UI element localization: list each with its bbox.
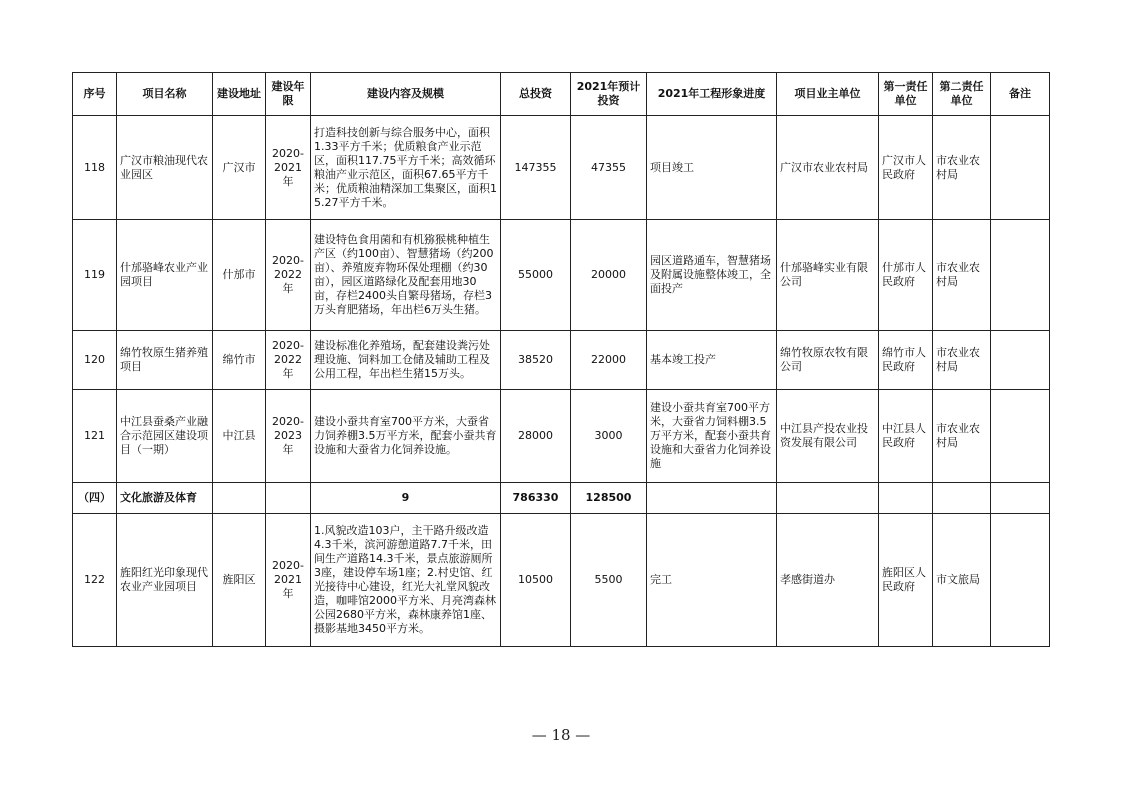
cell-location: 中江县 xyxy=(213,390,266,483)
cell-resp1: 广汉市人民政府 xyxy=(879,116,933,220)
cell-plan2021: 47355 xyxy=(571,116,647,220)
header-resp2: 第二责任单位 xyxy=(933,73,991,116)
section-empty-cell xyxy=(213,483,266,514)
cell-progress: 项目竣工 xyxy=(647,116,777,220)
cell-owner: 孝感街道办 xyxy=(777,514,879,647)
cell-location: 旌阳区 xyxy=(213,514,266,647)
cell-resp2: 市农业农村局 xyxy=(933,331,991,390)
table-row xyxy=(73,220,1050,331)
project-table xyxy=(72,72,1050,647)
table-row xyxy=(73,331,1050,390)
section-empty-cell xyxy=(991,483,1050,514)
cell-name: 什邡骆峰农业产业园项目 xyxy=(117,220,213,331)
cell-seq: 119 xyxy=(73,220,117,331)
cell-location: 什邡市 xyxy=(213,220,266,331)
cell-note xyxy=(991,116,1050,220)
cell-seq: 120 xyxy=(73,331,117,390)
section-empty-cell xyxy=(777,483,879,514)
cell-resp1: 什邡市人民政府 xyxy=(879,220,933,331)
cell-plan2021: 20000 xyxy=(571,220,647,331)
header-progress: 2021年工程形象进度 xyxy=(647,73,777,116)
cell-plan2021: 5500 xyxy=(571,514,647,647)
cell-note xyxy=(991,331,1050,390)
cell-seq: 121 xyxy=(73,390,117,483)
header-seq: 序号 xyxy=(73,73,117,116)
section-label: （四） xyxy=(73,483,117,514)
cell-seq: 122 xyxy=(73,514,117,647)
section-total: 786330 xyxy=(501,483,571,514)
header-row xyxy=(73,73,1050,116)
header-total: 总投资 xyxy=(501,73,571,116)
cell-progress: 完工 xyxy=(647,514,777,647)
cell-resp1: 中江县人民政府 xyxy=(879,390,933,483)
header-owner: 项目业主单位 xyxy=(777,73,879,116)
cell-name: 中江县蚕桑产业融合示范园区建设项目（一期） xyxy=(117,390,213,483)
cell-total: 55000 xyxy=(501,220,571,331)
table-row xyxy=(73,514,1050,647)
section-count: 9 xyxy=(311,483,501,514)
cell-resp2: 市农业农村局 xyxy=(933,116,991,220)
cell-note xyxy=(991,220,1050,331)
header-period: 建设年限 xyxy=(266,73,311,116)
header-note: 备注 xyxy=(991,73,1050,116)
cell-seq: 118 xyxy=(73,116,117,220)
cell-plan2021: 22000 xyxy=(571,331,647,390)
table-row xyxy=(73,116,1050,220)
page-number: — 18 — xyxy=(531,726,591,744)
header-content: 建设内容及规模 xyxy=(311,73,501,116)
cell-period: 2020-2021年 xyxy=(266,116,311,220)
cell-owner: 广汉市农业农村局 xyxy=(777,116,879,220)
section-plan2021: 128500 xyxy=(571,483,647,514)
cell-name: 广汉市粮油现代农业园区 xyxy=(117,116,213,220)
cell-progress: 建设小蚕共育室700平方米，大蚕省力饲料棚3.5万平方米，配套小蚕共育设施和大蚕省力化饲养设施 xyxy=(647,390,777,483)
cell-resp2: 市农业农村局 xyxy=(933,220,991,331)
section-empty-cell xyxy=(879,483,933,514)
cell-resp1: 旌阳区人民政府 xyxy=(879,514,933,647)
cell-period: 2020-2022年 xyxy=(266,331,311,390)
cell-period: 2020-2021年 xyxy=(266,514,311,647)
cell-total: 38520 xyxy=(501,331,571,390)
cell-owner: 绵竹牧原农牧有限公司 xyxy=(777,331,879,390)
cell-resp1: 绵竹市人民政府 xyxy=(879,331,933,390)
cell-plan2021: 3000 xyxy=(571,390,647,483)
cell-note xyxy=(991,514,1050,647)
cell-resp2: 市文旅局 xyxy=(933,514,991,647)
section-row xyxy=(73,483,1050,514)
cell-progress: 园区道路通车，智慧猪场及附属设施整体竣工，全面投产 xyxy=(647,220,777,331)
cell-content: 建设特色食用菌和有机猕猴桃种植生产区（约100亩）、智慧猪场（约200亩）、养殖废弃物环保处理棚（约30亩），园区道路绿化及配套用地30亩，存栏2400头自繁母猪场，存栏3万头育肥猪场，年出栏6万头生猪。 xyxy=(311,220,501,331)
section-empty-cell xyxy=(933,483,991,514)
cell-total: 147355 xyxy=(501,116,571,220)
header-plan2021: 2021年预计投资 xyxy=(571,73,647,116)
cell-content: 1.风貌改造103户，主干路升级改造4.3千米，滨河游憩道路7.7千米，田间生产道路14.3千米，景点旅游厕所3座，建设停车场1座；2.村史馆、红光接待中心建设，红光大礼堂风貌改造，咖啡馆2000平方米、月亮湾森林公园2680平方米，森林康养馆1座、摄影基地3450平方米。 xyxy=(311,514,501,647)
cell-name: 旌阳红光印象现代农业产业园项目 xyxy=(117,514,213,647)
cell-location: 绵竹市 xyxy=(213,331,266,390)
cell-name: 绵竹牧原生猪养殖项目 xyxy=(117,331,213,390)
cell-content: 打造科技创新与综合服务中心，面积1.33平方千米；优质粮食产业示范区，面积117.75平方千米；高效循环粮油产业示范区，面积67.65平方千米；优质粮油精深加工集聚区，面积15.27平方千米。 xyxy=(311,116,501,220)
cell-owner: 中江县产投农业投资发展有限公司 xyxy=(777,390,879,483)
cell-content: 建设小蚕共育室700平方米，大蚕省力饲养棚3.5万平方米，配套小蚕共育设施和大蚕省力化饲养设施。 xyxy=(311,390,501,483)
header-location: 建设地址 xyxy=(213,73,266,116)
cell-period: 2020-2023年 xyxy=(266,390,311,483)
cell-note xyxy=(991,390,1050,483)
cell-total: 28000 xyxy=(501,390,571,483)
cell-period: 2020-2022年 xyxy=(266,220,311,331)
cell-content: 建设标准化养殖场，配套建设粪污处理设施、饲料加工仓储及辅助工程及公用工程，年出栏生猪15万头。 xyxy=(311,331,501,390)
cell-resp2: 市农业农村局 xyxy=(933,390,991,483)
header-resp1: 第一责任单位 xyxy=(879,73,933,116)
section-empty-cell xyxy=(647,483,777,514)
section-empty-cell xyxy=(266,483,311,514)
cell-location: 广汉市 xyxy=(213,116,266,220)
section-title: 文化旅游及体育 xyxy=(117,483,213,514)
header-name: 项目名称 xyxy=(117,73,213,116)
cell-progress: 基本竣工投产 xyxy=(647,331,777,390)
cell-total: 10500 xyxy=(501,514,571,647)
cell-owner: 什邡骆峰实业有限公司 xyxy=(777,220,879,331)
table-row xyxy=(73,390,1050,483)
